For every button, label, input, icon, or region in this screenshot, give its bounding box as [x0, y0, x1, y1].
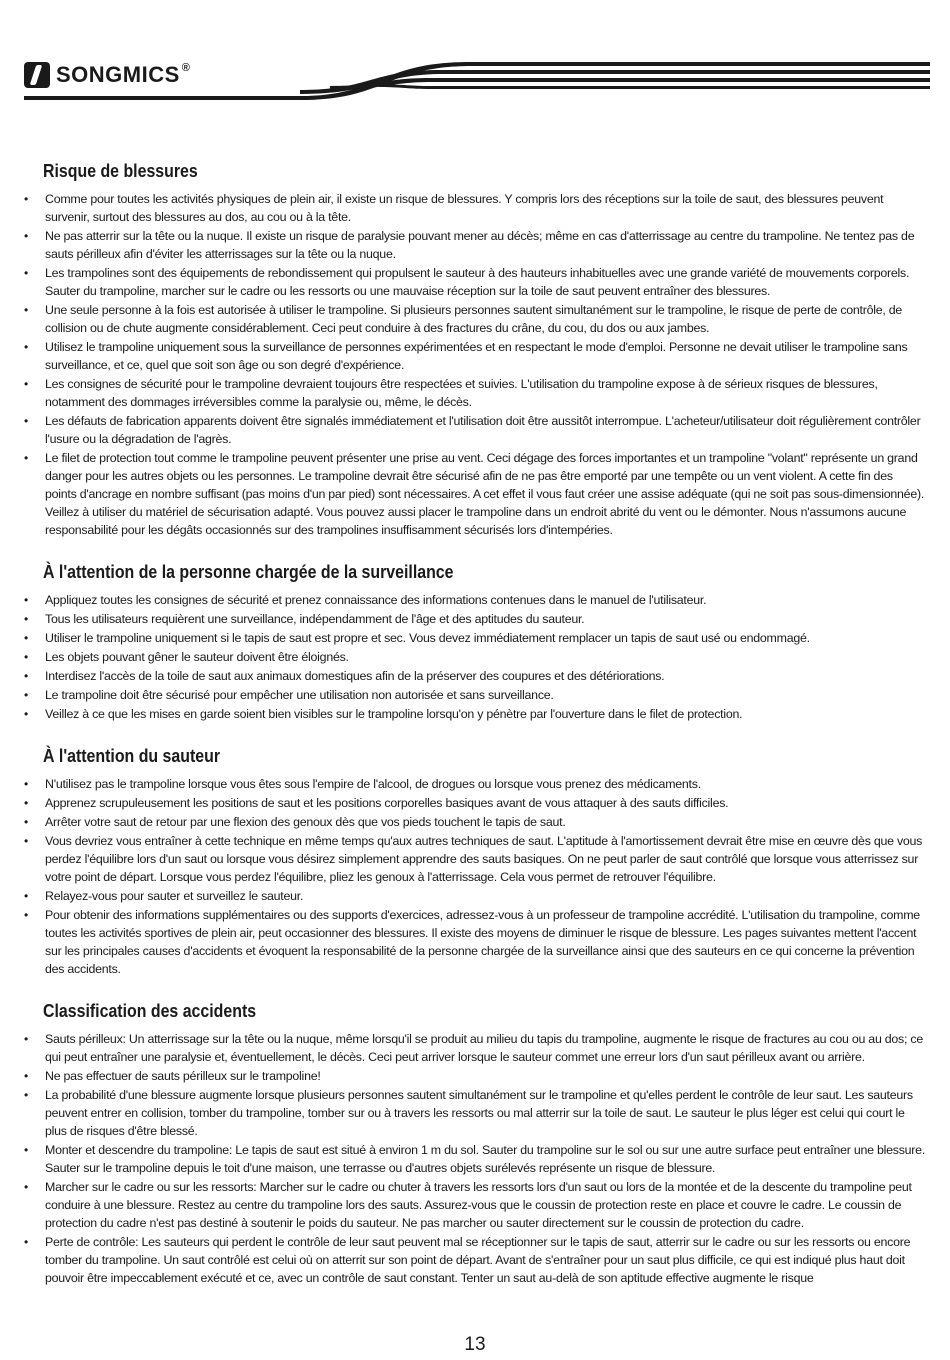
section-classification-accidents: [0, 1000, 950, 1287]
list-item: • Veillez à ce que les mises en garde soient bien visibles sur le trampoline lorsqu'on y pénètre par l'ouverture dans le filet de protection.: [0, 705, 950, 723]
page-content: [0, 160, 950, 1309]
list-item: • N'utilisez pas le trampoline lorsque vous êtes sous l'empire de l'alcool, de drogues ou lorsque vous prenez des médicaments.: [0, 775, 950, 793]
list-item: • Tous les utilisateurs requièrent une surveillance, indépendamment de l'âge et des aptitudes du sauteur.: [0, 610, 950, 628]
list-item: • Perte de contrôle: Les sauteurs qui perdent le contrôle de leur saut peuvent mal se réceptionner sur le tapis de saut, atterrir sur le cadre ou sur les ressorts ou encore tomber du trampoline. Un saut contrôlé est celui où on atterrit sur son point de départ. Avant de s'entraîner pour un saut plus difficile, ce qui est indiqué plus haut doit pouvoir être impeccablement exécuté et ce, avec un contrôle de saut constant. Tenter un saut au-delà de son aptitude effective augmente le risque: [0, 1233, 950, 1287]
header-swoosh: [0, 56, 950, 106]
list-item: • Marcher sur le cadre ou sur les ressorts: Marcher sur le cadre ou chuter à travers les ressorts lors d'un saut ou lors de la montée et de la descente du trampoline peut conduire à une blessure. Restez au centre du trampoline lors des sauts. Assurez-vous que le coussin de protection reste en place et couvre le cadre. Le coussin de protection du cadre n'est pas destiné à soutenir le poids du sauteur. Ne pas marcher ou sauter directement sur le coussin de protection du cadre.: [0, 1178, 950, 1232]
section-surveillance: [0, 561, 950, 723]
list-item: • Les défauts de fabrication apparents doivent être signalés immédiatement et l'utilisation doit être aussitôt interrompue. L'acheteur/utilisateur doit régulièrement contrôler l'usure ou la dégradation de l'agrès.: [0, 412, 950, 448]
list-item: • Les trampolines sont des équipements de rebondissement qui propulsent le sauteur à des hauteurs inhabituelles avec une grande variété de mouvements corporels. Sauter du trampoline, marcher sur le cadre ou les ressorts ou une mauvaise réception sur la toile de saut peuvent entraîner des blessures.: [0, 264, 950, 300]
registered-mark: ®: [181, 62, 190, 74]
list-item: • Pour obtenir des informations supplémentaires ou des supports d'exercices, adressez-vous à un professeur de trampoline accrédité. L'utilisation du trampoline, comme toutes les activités sportives de plein air, peut occasionner des blessures. Il existe des moyens de diminuer le risque de blessure. Les pages suivantes mettent l'accent sur les principales causes d'accidents et évoquent la responsabilité de la personne chargée de la surveillance ainsi que des sauteurs en ce qui concerne la prévention des accidents.: [0, 906, 950, 978]
list-item: • La probabilité d'une blessure augmente lorsque plusieurs personnes sautent simultanément sur le trampoline et qu'elles perdent le contrôle de leur saut. Les sauteurs peuvent entrer en collision, tomber du trampoline, tomber sur ou à travers les ressorts ou mal atterrir sur la toile de saut. Le sauteur le plus léger est celui qui court le plus de risques d'être blessé.: [0, 1086, 950, 1140]
page-header: [0, 0, 950, 110]
list-item: • Ne pas atterrir sur la tête ou la nuque. Il existe un risque de paralysie pouvant mener au décès; même en cas d'atterrissage au centre du trampoline. Ne tentez pas de sauts périlleux afin d'éviter les atterrissages sur la tête ou la nuque.: [0, 227, 950, 263]
list-item: • Appliquez toutes les consignes de sécurité et prenez connaissance des informations contenues dans le manuel de l'utilisateur.: [0, 591, 950, 609]
list-item: • Utilisez le trampoline uniquement sous la surveillance de personnes expérimentées et en respectant le mode d'emploi. Personne ne devait utiliser le trampoline sans surveillance, et ce, quel que soit son âge ou son degré d'expérience.: [0, 338, 950, 374]
page-number: 13: [464, 1334, 486, 1355]
list-item: • Apprenez scrupuleusement les positions de saut et les positions corporelles basiques avant de vous attaquer à des sauts difficiles.: [0, 794, 950, 812]
list-item: • Sauts périlleux: Un atterrissage sur la tête ou la nuque, même lorsqu'il se produit au milieu du tapis du trampoline, augmente le risque de fractures au cou ou au dos; ce qui peut entraîner une paralysie et, éventuellement, le décès. Ceci peut arriver lorsque le sauteur commet une erreur lors d'un saut périlleux avant ou arrière.: [0, 1030, 950, 1066]
section-title: À l'attention de la personne chargée de la surveillance: [43, 561, 454, 582]
list-item: • Les consignes de sécurité pour le trampoline devraient toujours être respectées et suivies. L'utilisation du trampoline expose à de sérieux risques de blessures, notamment des dommages irréversibles comme la paralysie ou, même, le décès.: [0, 375, 950, 411]
section-risque-de-blessures: [0, 160, 950, 539]
brand-name: SONGMICS: [56, 62, 180, 87]
section-sauteur: [0, 745, 950, 978]
list-item: • Ne pas effectuer de sauts périlleux sur le trampoline!: [0, 1067, 950, 1085]
section-title: Risque de blessures: [43, 160, 198, 181]
bullet-list: [0, 1030, 950, 1287]
list-item: • Vous devriez vous entraîner à cette technique en même temps qu'aux autres techniques de saut. L'aptitude à l'amortissement devrait être mise en œuvre dès que vous perdez l'équilibre lors d'un saut ou lorsque vous désirez simplement apprendre des sauts basiques. On ne peut parler de saut contrôlé que lorsque vous atterrissez sur votre point de départ. Lorsque vous perdez l'équilibre, pliez les genoux à l'atterrissage. Cela vous permet de retrouver l'équilibre.: [0, 832, 950, 886]
list-item: • Arrêter votre saut de retour par une flexion des genoux dès que vos pieds touchent le tapis de saut.: [0, 813, 950, 831]
list-item: • Monter et descendre du trampoline: Le tapis de saut est situé à environ 1 m du sol. Sauter du trampoline sur le sol ou sur une autre surface peut entraîner une blessure. Sauter sur le trampoline depuis le toit d'une maison, une terrasse ou d'autres objets surélevés représente un risque de blessure.: [0, 1141, 950, 1177]
bullet-list: [0, 591, 950, 723]
list-item: • Utiliser le trampoline uniquement si le tapis de saut est propre et sec. Vous devez immédiatement remplacer un tapis de saut usé ou endommagé.: [0, 629, 950, 647]
section-title: À l'attention du sauteur: [43, 745, 221, 766]
list-item: • Une seule personne à la fois est autorisée à utiliser le trampoline. Si plusieurs personnes sautent simultanément sur le trampoline, le risque de perte de contrôle, de collision ou de chute augmente considérablement. Ceci peut conduire à des fractures du crâne, du cou, du dos ou aux jambes.: [0, 301, 950, 337]
list-item: • Relayez-vous pour sauter et surveillez le sauteur.: [0, 887, 950, 905]
list-item: • Comme pour toutes les activités physiques de plein air, il existe un risque de blessures. Y compris lors des réceptions sur la toile de saut, des blessures peuvent survenir, surtout des blessures au dos, au cou ou à la tête.: [0, 190, 950, 226]
bullet-list: [0, 775, 950, 978]
list-item: • Le trampoline doit être sécurisé pour empêcher une utilisation non autorisée et sans surveillance.: [0, 686, 950, 704]
section-title: Classification des accidents: [43, 1000, 257, 1021]
bullet-list: [0, 190, 950, 539]
list-item: • Interdisez l'accès de la toile de saut aux animaux domestiques afin de la préserver des coupures et des détériorations.: [0, 667, 950, 685]
list-item: • Le filet de protection tout comme le trampoline peuvent présenter une prise au vent. Ceci dégage des forces importantes et un trampoline "volant" représente un grand danger pour les autres objets ou les personnes. Le trampoline devrait être sécurisé afin de ne pas être emporté par une tempête ou un vent violent. A cette fin des points d'ancrage en nombre suffisant (pas moins d'un par pied) sont nécessaires. A cet effet il vous faut créer une assise adéquate (qui ne soit pas sous-dimensionnée). Veillez à utiliser du matériel de sécurisation adapté. Vous pouvez aussi placer le trampoline dans un endroit abrité du vent ou le démonter. Nous n'assumons aucune responsabilité pour les dégâts occasionnés sur des trampolines insuffisamment sécurisés lors d'intempéries.: [0, 449, 950, 539]
list-item: • Les objets pouvant gêner le sauteur doivent être éloignés.: [0, 648, 950, 666]
